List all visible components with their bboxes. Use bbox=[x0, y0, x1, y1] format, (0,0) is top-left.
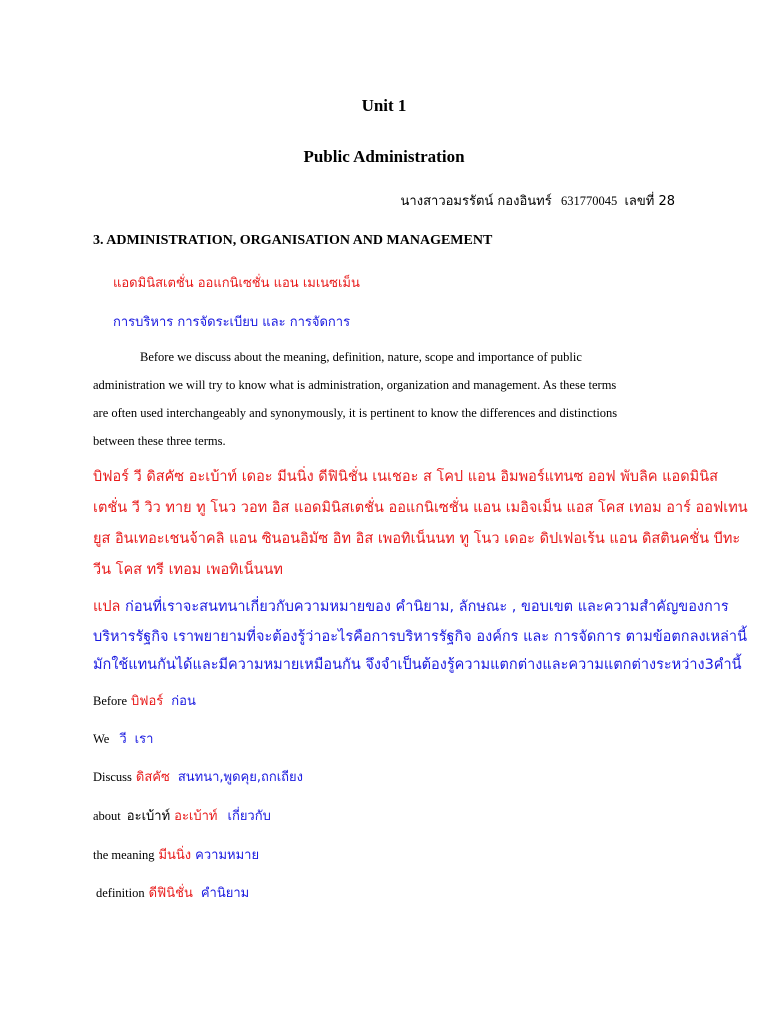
vocab-meaning: คำนิยาม bbox=[200, 886, 250, 901]
heading-pronunciation: แอดมินิสเตชั่น ออแกนิเซชั่น แอน เมเนซเม็น bbox=[113, 276, 360, 291]
vocab-item bbox=[93, 728, 153, 749]
paragraph-line: administration we will try to know what is administration, organization and management. As these terms bbox=[93, 378, 617, 392]
vocab-meaning: สนทนา,พูดคุย,ถกเถียง bbox=[177, 770, 304, 785]
vocab-meaning: เกี่ยวกับ bbox=[227, 809, 271, 824]
pronunciation-line: ยูส อินเทอะเชนจ้าคลิ แอน ซินอนอิมัซ อิท อิส เพอทิเน็นนท ทู โนว เดอะ ดิปเฟอเร้น แอน ดิสตินคชั่น บีทะ bbox=[93, 531, 741, 547]
page-title: Public Administration bbox=[303, 147, 465, 166]
vocab-item bbox=[93, 805, 271, 826]
student-id: 631770045 bbox=[560, 194, 618, 208]
vocab-item bbox=[96, 882, 249, 903]
vocab-item bbox=[93, 690, 196, 711]
vocab-item bbox=[93, 844, 259, 865]
vocab-pronunciation: ดิสคัซ bbox=[135, 770, 170, 785]
pronunciation-line: วีน โคส ทรี เทอม เพอทิเน็นนท bbox=[93, 562, 283, 578]
pronunciation-line: บิฟอร์ วี ดิสคัซ อะเบ้าท์ เดอะ มีนนิ่ง ดีฟินิชั่น เนเชอะ ส โคป แอน อิมพอร์แทนซ ออฟ พับลิค แอดมินิส bbox=[93, 469, 718, 485]
student-number: เลขที่ 28 bbox=[624, 194, 675, 209]
paragraph-line: Before we discuss about the meaning, definition, nature, scope and importance of public bbox=[140, 350, 582, 364]
author-name: นางสาวอมรรัตน์ กองอินทร์ bbox=[400, 194, 552, 209]
vocab-word: the meaning bbox=[93, 848, 155, 862]
paragraph-line: are often used interchangeably and synonymously, it is pertinent to know the differences and distinctions bbox=[93, 406, 618, 420]
vocab-meaning: ก่อน bbox=[171, 694, 196, 709]
unit-heading: Unit 1 bbox=[361, 96, 407, 115]
vocab-word: We bbox=[93, 732, 110, 746]
translation-line: บริหารรัฐกิจ เราพยายามที่จะต้องรู้ว่าอะไรคือการบริหารรัฐกิจ องค์กร และ การจัดการ ตามข้อตกลงเหล่านี้ bbox=[93, 629, 747, 645]
vocab-word: definition bbox=[96, 886, 145, 900]
vocab-item bbox=[93, 766, 303, 787]
heading-translation: การบริหาร การจัดระเบียบ และ การจัดการ bbox=[113, 315, 351, 330]
translation-line bbox=[93, 595, 729, 618]
vocab-pronunciation: อะเบ้าท์ bbox=[126, 809, 171, 824]
pronunciation-line: เตชั่น วี วิว ทาย ทู โนว วอท อิส แอดมินิสเตชั่น ออแกนิเซชั่น แอน เมอิจเม็น แอส โคส เทอม อาร์ ออฟเทน bbox=[93, 500, 748, 516]
section-heading: 3. ADMINISTRATION, ORGANISATION AND MANAGEMENT bbox=[93, 233, 493, 248]
vocab-meaning: ความหมาย bbox=[195, 848, 260, 863]
vocab-pronunciation: ดีฟินิชั่น bbox=[148, 886, 193, 901]
vocab-word: Before bbox=[93, 694, 128, 708]
author-line bbox=[401, 190, 675, 211]
vocab-word: Discuss bbox=[93, 770, 132, 784]
translation-line: มักใช้แทนกันได้และมีความหมายเหมือนกัน จึงจำเป็นต้องรู้ความแตกต่างและความแตกต่างระหว่าง3คำนี้ bbox=[93, 657, 742, 673]
translation-text: ก่อนที่เราจะสนทนาเกี่ยวกับความหมายของ คำนิยาม, ลักษณะ , ขอบเขต และความสำคัญของการ bbox=[125, 599, 729, 615]
vocab-meaning: เรา bbox=[134, 732, 154, 747]
paragraph-line: between these three terms. bbox=[93, 434, 226, 448]
vocab-pronunciation-red: อะเบ้าท์ bbox=[174, 809, 218, 824]
vocab-pronunciation: บิฟอร์ bbox=[131, 694, 164, 709]
vocab-word: about bbox=[93, 809, 121, 823]
vocab-pronunciation: มีนนิ่ง bbox=[158, 848, 192, 863]
vocab-pronunciation: วี bbox=[119, 732, 127, 747]
translation-label: แปล bbox=[93, 599, 121, 615]
